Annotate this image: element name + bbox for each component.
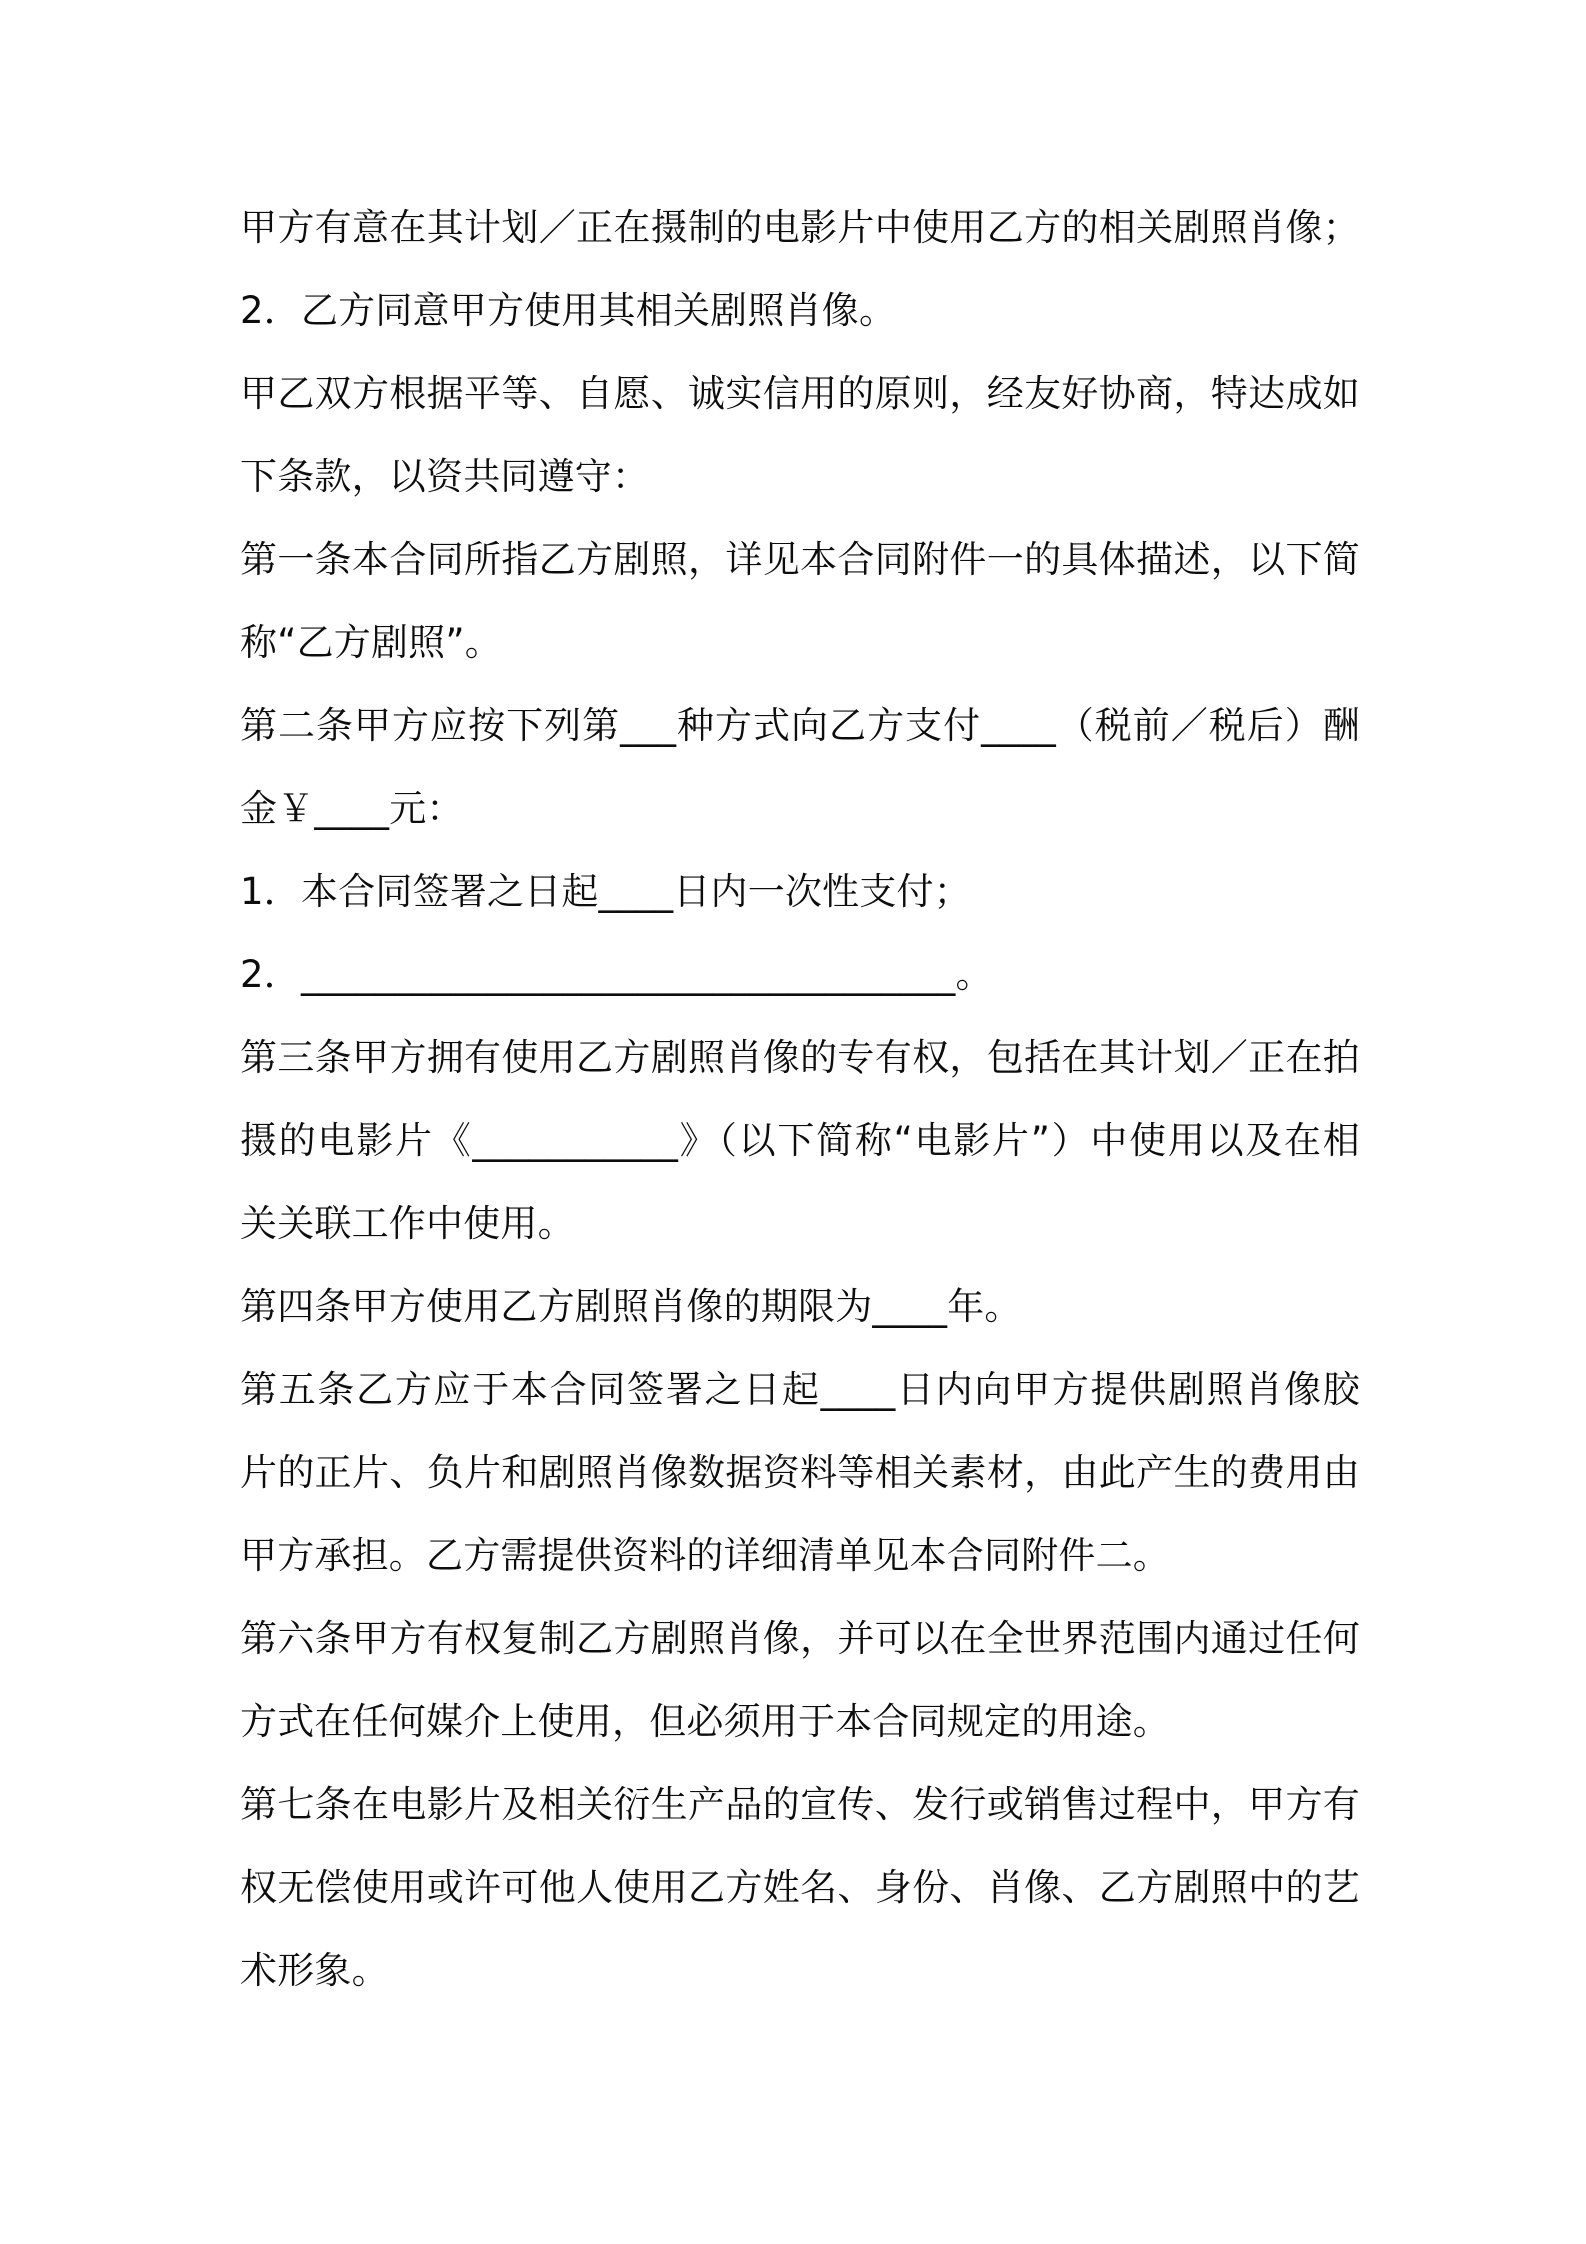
contract-body <box>240 186 1360 2012</box>
text-line: 第六条甲方有权复制乙方剧照肖像，并可以在全世界范围内通过任何 <box>240 1617 1360 1660</box>
text-line: 第三条甲方拥有使用乙方剧照肖像的专有权，包括在其计划／正在拍 <box>240 1036 1360 1079</box>
text-line: 甲方有意在其计划／正在摄制的电影片中使用乙方的相关剧照肖像； <box>240 206 1360 249</box>
text-line: 关关联工作中使用。 <box>240 1202 575 1245</box>
text-line: 金￥____元： <box>240 787 464 830</box>
text-line: 甲乙双方根据平等、自愿、诚实信用的原则，经友好协商，特达成如 <box>240 372 1360 415</box>
text-line: 甲方承担。乙方需提供资料的详细清单见本合同附件二。 <box>240 1534 1170 1577</box>
text-line: 第二条甲方应按下列第___种方式向乙方支付____（税前／税后）酬 <box>240 704 1360 747</box>
text-line: 1．本合同签署之日起____日内一次性支付； <box>240 870 971 913</box>
text-line: 片的正片、负片和剧照肖像数据资料等相关素材，由此产生的费用由 <box>240 1451 1360 1494</box>
text-line: 第五条乙方应于本合同签署之日起____日内向甲方提供剧照肖像胶 <box>240 1368 1360 1411</box>
text-line: 方式在任何媒介上使用，但必须用于本合同规定的用途。 <box>240 1700 1170 1743</box>
text-line: 第四条甲方使用乙方剧照肖像的期限为____年。 <box>240 1285 1022 1328</box>
text-line: 2．乙方同意甲方使用其相关剧照肖像。 <box>240 289 897 332</box>
text-line: 摄的电影片《___________》（以下简称“电影片”）中使用以及在相 <box>240 1119 1360 1162</box>
text-line: 术形象。 <box>240 1949 389 1992</box>
text-line: 第一条本合同所指乙方剧照，详见本合同附件一的具体描述，以下简 <box>240 538 1360 581</box>
text-line: 第七条在电影片及相关衍生产品的宣传、发行或销售过程中，甲方有 <box>240 1783 1360 1826</box>
text-line: 称“乙方剧照”。 <box>240 621 502 664</box>
text-line: 下条款，以资共同遵守： <box>240 455 650 498</box>
text-line: 2．___________________________________。 <box>240 953 993 996</box>
text-line: 权无偿使用或许可他人使用乙方姓名、身份、肖像、乙方剧照中的艺 <box>240 1866 1360 1909</box>
